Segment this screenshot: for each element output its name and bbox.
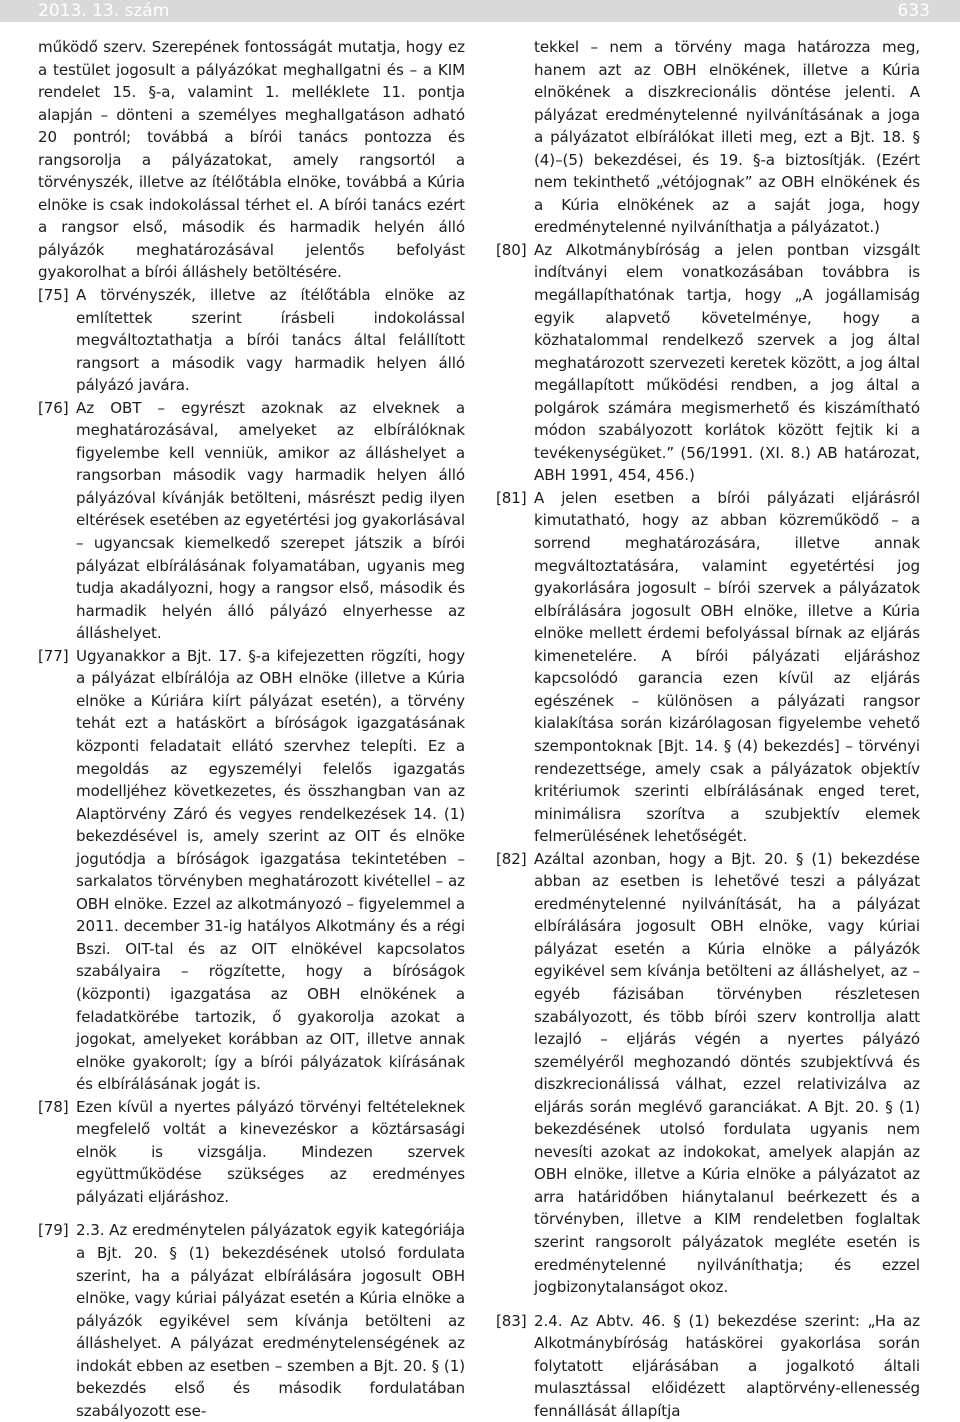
paragraph-number: [78] [38, 1097, 69, 1116]
paragraph-text: Azáltal azonban, hogy a Bjt. 20. § (1) bekezdése abban az esetben is lehetővé teszi a pályázat eredménytelenné nyilvánítását, ha a pályázat elbírálására jogosult OBH elnöke, vagy kúriai pályázat esetén a Kúria elnöke a pályázók egyikével sem kívánja betölteni az álláshelyet, az – egyéb fázisában törvényben részletesen szabályozott, és több bírói szerv kontrollja alatt lezajló – eljárás végén a nyertes pályázó személyéről meghozandó döntés szubjektívvá és diszkrecionálissá válhat, ezzel relativizálva az eljárás során meglévő garanciákat. A Bjt. 20. § (1) bekezdésének utolsó fordulata ugyanis nem nevesíti azokat az indokokat, amelyek alapján az OBH elnöke, illetve a Kúria elnöke a pályázatot az arra határidőben hiánytalanul beérkezett és a törvényben, illetve a KIM rendeletben foglaltak szerint rangsorolt pályázatok megléte esetén is eredménytelenné nyilváníthatja; és ezzel jogbizonytalanságot okoz. [534, 849, 920, 1297]
left-column [38, 36, 465, 1422]
continuation-text: működő szerv. Szerepének fontosságát mutatja, hogy ez a testület jogosult a pályázókat meghallgatni és – a KIM rendelet 15. §-a, valamint 1. melléklete 11. pontja alapján – dönteni a személyes meghallgatáson adható 20 pontról; továbbá a bírói tanács pontozza és rangsorolja a pályázatokat, amely rangsortól a törvényszék, illetve az ítélőtábla elnöke, továbbá a Kúria elnöke is csak indokolással térhet el. A bírói tanács ezért a rangsor első, második és harmadik helyén álló pályázók meghatározásával jelentős befolyást gyakorolhat a bírói álláshely betöltésére. [38, 38, 465, 282]
paragraph-number: [82] [496, 849, 527, 868]
paragraph-text: 2.4. Az Abtv. 46. § (1) bekezdése szerint: „Ha az Alkotmánybíróság hatáskörei gyakorlása során folytatott eljárásában a jogalkotó általi mulasztással előidézett alaptörvény-ellenesség fennállását állapítja [534, 1311, 920, 1420]
paragraph-text: Ezen kívül a nyertes pályázó törvényi feltételeknek megfelelő voltát a kinevezéskor a köztársasági elnök is vizsgálja. Mindezen szervek együttműködése szükséges az eredményes pályázati eljáráshoz. [76, 1097, 465, 1206]
page-header [0, 0, 960, 22]
right-column [496, 36, 920, 1422]
paragraph-82 [496, 848, 920, 1299]
paragraph-80 [496, 239, 920, 487]
paragraph-81 [496, 487, 920, 848]
paragraph-text: A törvényszék, illetve az ítélőtábla elnöke az említettek szerint írásbeli indokolással megváltoztathatja a bírói tanács által felállított rangsort a második vagy harmadik helyen álló pályázó javára. [76, 286, 465, 395]
section-gap [38, 1208, 465, 1219]
paragraph-text: A jelen esetben a bírói pályázati eljárásról kimutatható, hogy az abban közreműködő – a sorrend meghatározására, illetve annak megváltoztatására, valamint egyetértési jog gyakorlására jogosult – bírói szervek a pályázatok elbírálására jogosult OBH elnöke, illetve a Kúria elnöke mellett érdemi befolyással bírnak az eljárás kimenetelére. A bírói pályázati eljáráshoz kapcsolódó garancia ezen kívül az eljárás egészének – különösen a pályázati rangsor kialakítása során kizárólagosan figyelembe vehető szempontoknak [Bjt. 14. § (4) bekezdés] – törvényi rendezettsége, amely csak a pályázatok objektív kritériumok szerinti elbírálásának enged teret, minimálisra szorítva a szubjektív elemek felmerülésének lehetőségét. [534, 488, 920, 846]
paragraph-77 [38, 645, 465, 1096]
page-number: 633 [897, 1, 930, 21]
paragraph-83 [496, 1310, 920, 1422]
paragraph-number: [76] [38, 398, 69, 417]
section-gap [496, 1299, 920, 1310]
paragraph-text: 2.3. Az eredménytelen pályázatok egyik kategóriája a Bjt. 20. § (1) bekezdésének utolsó fordulata szerint, ha a pályázat elbírálására jogosult OBH elnöke, vagy kúriai pályázat esetén a Kúria elnöke a pályázók egyikével sem kívánja betölteni az álláshelyet. A pályázat eredménytelenségének az indokát ebben az esetben – szemben a Bjt. 20. § (1) bekezdés első és második fordulatában szabályozott ese- [76, 1221, 465, 1420]
paragraph-text: Az Alkotmánybíróság a jelen pontban vizsgált indítványi elem vonatkozásában továbbra is megállapíthatónak tartja, hogy „A jogállamiság egyik alapvető követelménye, hogy a közhatalommal rendelkező szervek a jog által meghatározott szervezeti keretek között, a jog által megállapított működési rendben, a jog által a polgárok számára megismerhető és kiszámítható módon szabályozott korlátok között fejtik ki a tevékenységüket.” (56/1991. (XI. 8.) AB határozat, ABH 1991, 454, 456.) [534, 240, 920, 485]
paragraph-75 [38, 284, 465, 397]
paragraph-number: [81] [496, 488, 527, 507]
paragraph-76 [38, 397, 465, 645]
paragraph-79 [38, 1219, 465, 1422]
issue-label: 2013. 13. szám [38, 1, 170, 21]
paragraph-number: [79] [38, 1221, 69, 1240]
paragraph-number: [75] [38, 286, 69, 305]
paragraph-text: Ugyanakkor a Bjt. 17. §-a kifejezetten rögzíti, hogy a pályázat elbírálója az OBH elnöke (illetve a Kúria elnöke a Kúriára kiírt pályázat esetén), a törvény tehát ezt a hatáskört a bíróságok igazgatásának központi feladatait ellátó szervhez telepíti. Ez a megoldás az egyszemélyi felelős igazgatás modelljéhez következetes, és összhangban van az Alaptörvény Záró és vegyes rendelkezések 14. (1) bekezdésével is, amely szerint az OIT és elnöke jogutódja a bíróságok igazgatása tekintetében – sarkalatos törvényben meghatározott kivétellel – az OBH elnöke. Ezzel az alkotmányozó – figyelemmel a 2011. december 31-ig hatályos Alkotmány és a régi Bszi. OIT-tal és az OIT elnökével kapcsolatos szabályaira – rögzítette, hogy a bíróságok (központi) igazgatása az OBH elnökének a feladatkörébe tartozik, ő gyakorolja azokat a jogokat, amelyeket korábban az OIT, illetve annak elnöke gyakorolt; így a bírói pályázatok kiírásának és elbírálásának jogát is. [76, 646, 465, 1094]
paragraph-number: [80] [496, 240, 527, 259]
paragraph-number: [83] [496, 1311, 527, 1330]
paragraph-number: [77] [38, 646, 69, 665]
continuation-text: tekkel – nem a törvény maga határozza meg, hanem azt az OBH elnökének, illetve a Kúria elnökének a diszkrecionális döntése jelenti. A pályázat eredménytelenné nyilvánításának a joga a pályázatot elbírálókat illeti meg, ezt a Bjt. 18. § (4)–(5) bekezdései, és 19. §-a biztosítják. (Ezért nem tekinthető „vétójognak” az OBH elnökének és a Kúria elnökének az a saját joga, hogy eredménytelenné nyilváníthatja a pályázatot.) [534, 38, 920, 237]
paragraph-text: Az OBT – egyrészt azoknak az elveknek a meghatározásával, amelyeket az elbírálóknak figyelembe kell venniük, amikor az álláshelyet a rangsorban második vagy harmadik helyen álló pályázóval kívánják betölteni, másrészt pedig ilyen eltérések esetében az egyetértési jog gyakorlásával – ugyancsak kiemelkedő szerepet játszik a bírói pályázat elbírálásának folyamatában, ugyanis meg tudja akadályozni, hogy a rangsor első, második és harmadik helyén álló pályázó elnyerhesse az álláshelyet. [76, 398, 465, 643]
paragraph-78 [38, 1096, 465, 1209]
